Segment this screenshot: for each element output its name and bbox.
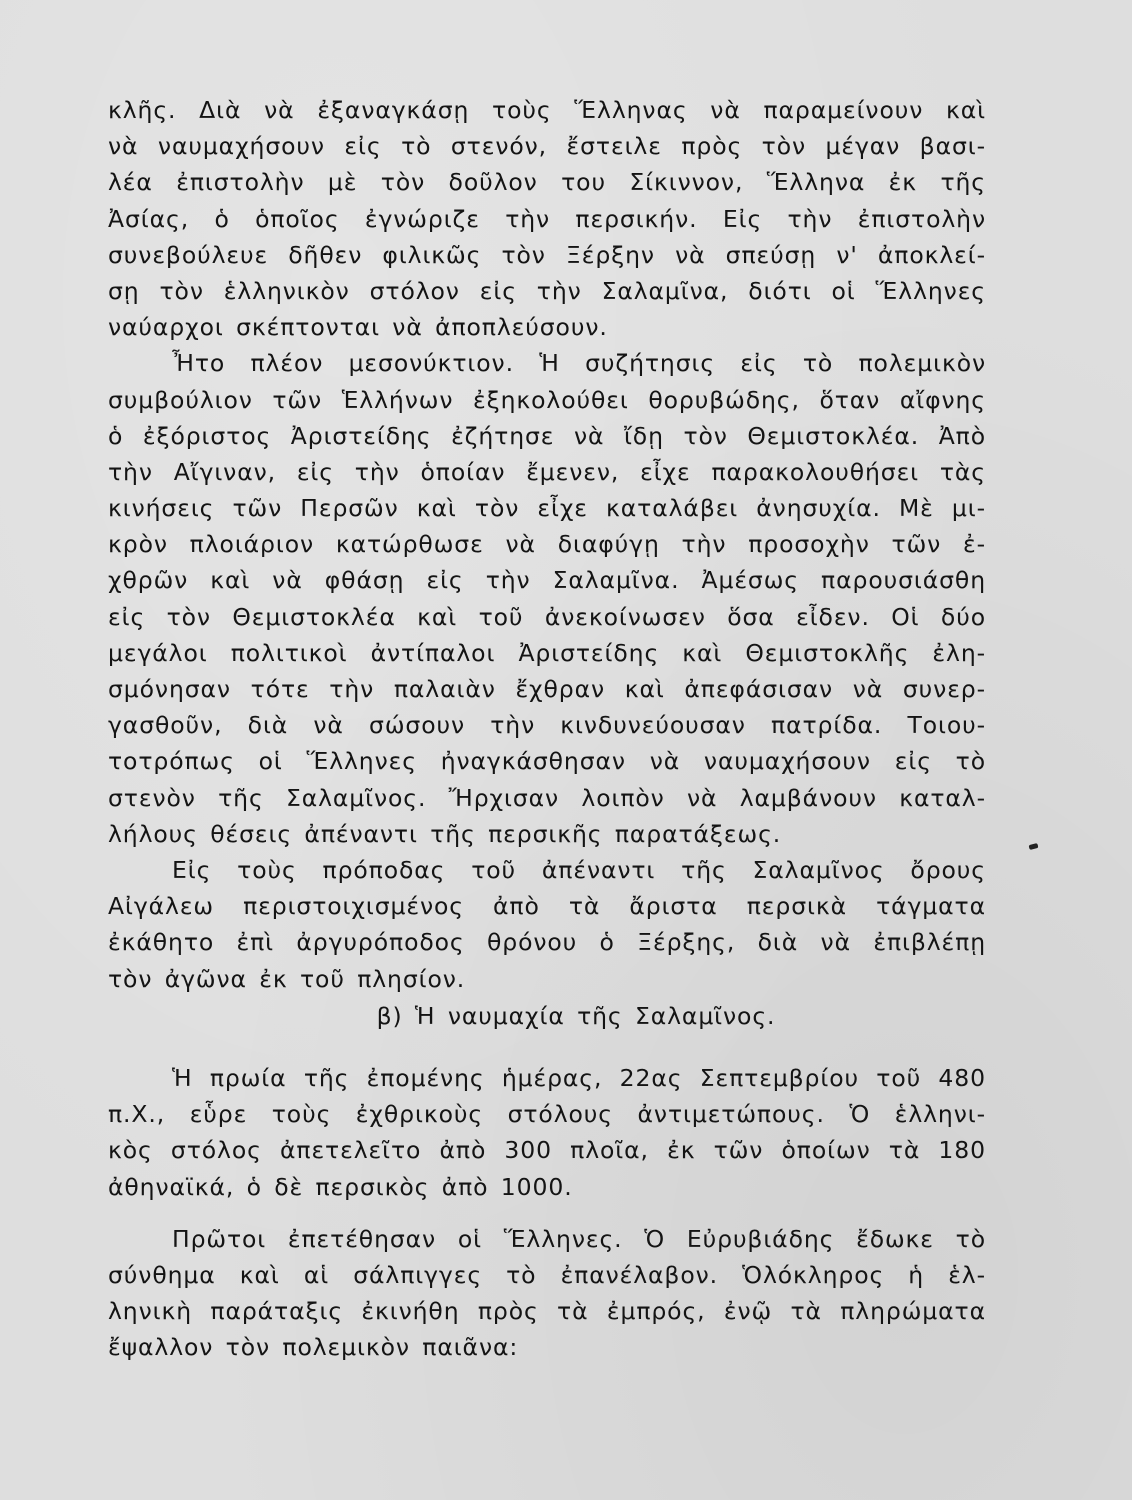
text-line: σύνθημα καὶ αἱ σάλπιγγες τὸ ἐπανέλαβον. Ὁλόκληρος ἡ ἑλ- — [108, 1260, 986, 1289]
text-line: σμόνησαν τότε τὴν παλαιὰν ἔχθραν καὶ ἀπεφάσισαν νὰ συνερ- — [108, 675, 986, 703]
text-line: κλῆς. Διὰ νὰ ἐξαναγκάσῃ τοὺς Ἕλληνας νὰ παραμείνουν καὶ — [108, 96, 986, 124]
text-line: τὸν ἀγῶνα ἐκ τοῦ πλησίον. — [108, 964, 466, 993]
text-line: Εἰς τοὺς πρόποδας τοῦ ἀπέναντι τῆς Σαλαμῖνος ὄρους — [172, 855, 986, 884]
text-line: συνεβούλευε δῆθεν φιλικῶς τὸν Ξέρξην νὰ σπεύσῃ ν' ἀποκλεί- — [108, 240, 986, 269]
text-line: γασθοῦν, διὰ νὰ σώσουν τὴν κινδυνεύουσαν πατρίδα. Τοιου- — [108, 711, 986, 740]
text-line: λήλους θέσεις ἀπέναντι τῆς περσικῆς παρατάξεως. — [108, 819, 782, 848]
print-speck — [1029, 843, 1039, 850]
text-line: στενὸν τῆς Σαλαμῖνος. Ἤρχισαν λοιπὸν νὰ λαμβάνουν καταλ- — [108, 783, 986, 812]
text-line: ἀθηναϊκά, ὁ δὲ περσικὸς ἀπὸ 1000. — [108, 1172, 573, 1201]
paragraph — [108, 1060, 986, 1205]
text-line: συμβούλιον τῶν Ἑλλήνων ἐξηκολούθει θορυβώδης, ὅταν αἴφνης — [108, 385, 986, 414]
text-line: Πρῶτοι ἐπετέθησαν οἱ Ἕλληνες. Ὁ Εὐρυβιάδης ἔδωκε τὸ — [172, 1224, 986, 1253]
paragraph — [108, 1221, 986, 1366]
text-block-bottom — [108, 1060, 986, 1366]
text-line: Ἀσίας, ὁ ὁποῖος ἐγνώριζε τὴν περσικήν. Εἰς τὴν ἐπιστολὴν — [108, 204, 986, 233]
text-line: Ἡ πρωία τῆς ἐπομένης ἡμέρας, 22ας Σεπτεμβρίου τοῦ 480 — [172, 1064, 986, 1092]
text-line: ληνικὴ παράταξις ἐκινήθη πρὸς τὰ ἐμπρός, ἐνῷ τὰ πληρώματα — [108, 1297, 986, 1326]
text-block-top — [108, 92, 986, 997]
text-line: π.Χ., εὗρε τοὺς ἐχθρικοὺς στόλους ἀντιμετώπους. Ὁ ἑλληνι- — [108, 1100, 986, 1129]
text-line: λέα ἐπιστολὴν μὲ τὸν δοῦλον του Σίκιννον, Ἕλληνα ἐκ τῆς — [108, 168, 986, 197]
text-line: κρὸν πλοιάριον κατώρθωσε νὰ διαφύγῃ τὴν προσοχὴν τῶν ἐ- — [108, 530, 986, 559]
section-heading — [0, 1002, 1132, 1030]
text-line: νὰ ναυμαχήσουν εἰς τὸ στενόν, ἔστειλε πρὸς τὸν μέγαν βασι- — [108, 132, 986, 161]
paragraph — [108, 345, 986, 852]
text-line: χθρῶν καὶ νὰ φθάσῃ εἰς τὴν Σαλαμῖνα. Ἀμέσως παρουσιάσθη — [108, 566, 986, 595]
paragraph — [108, 92, 986, 345]
text-line: κινήσεις τῶν Περσῶν καὶ τὸν εἶχε καταλάβει ἀνησυχία. Μὲ μι- — [108, 494, 986, 523]
text-line: ἐκάθητο ἐπὶ ἀργυρόποδος θρόνου ὁ Ξέρξης, διὰ νὰ ἐπιβλέπῃ — [108, 928, 986, 957]
text-line: εἰς τὸν Θεμιστοκλέα καὶ τοῦ ἀνεκοίνωσεν ὅσα εἶδεν. Οἱ δύο — [108, 602, 986, 631]
section-heading-text: β) Ἡ ναυμαχία τῆς Σαλαμῖνος. — [376, 1002, 776, 1030]
text-line: μεγάλοι πολιτικοὶ ἀντίπαλοι Ἀριστείδης καὶ Θεμιστοκλῆς ἐλη- — [108, 638, 986, 667]
text-line: Αἰγάλεω περιστοιχισμένος ἀπὸ τὰ ἄριστα περσικὰ τάγματα — [108, 892, 986, 921]
text-line: ὁ ἐξόριστος Ἀριστείδης ἐζήτησε νὰ ἴδῃ τὸν Θεμιστοκλέα. Ἀπὸ — [108, 421, 986, 450]
text-line: κὸς στόλος ἀπετελεῖτο ἀπὸ 300 πλοῖα, ἐκ τῶν ὁποίων τὰ 180 — [108, 1136, 986, 1165]
text-line: σῃ τὸν ἑλληνικὸν στόλον εἰς τὴν Σαλαμῖνα, διότι οἱ Ἕλληνες — [108, 276, 986, 305]
text-line: ἔψαλλον τὸν πολεμικὸν παιᾶνα: — [108, 1333, 519, 1362]
text-line: ναύαρχοι σκέπτονται νὰ ἀποπλεύσουν. — [108, 313, 608, 342]
paragraph — [108, 852, 986, 997]
text-line: τὴν Αἴγιναν, εἰς τὴν ὁποίαν ἔμενεν, εἶχε παρακολουθήσει τὰς — [108, 457, 986, 486]
text-line: Ἦτο πλέον μεσονύκτιον. Ἡ συζήτησις εἰς τὸ πολεμικὸν — [172, 349, 986, 378]
text-line: τοτρόπως οἱ Ἕλληνες ἠναγκάσθησαν νὰ ναυμαχήσουν εἰς τὸ — [108, 747, 986, 776]
